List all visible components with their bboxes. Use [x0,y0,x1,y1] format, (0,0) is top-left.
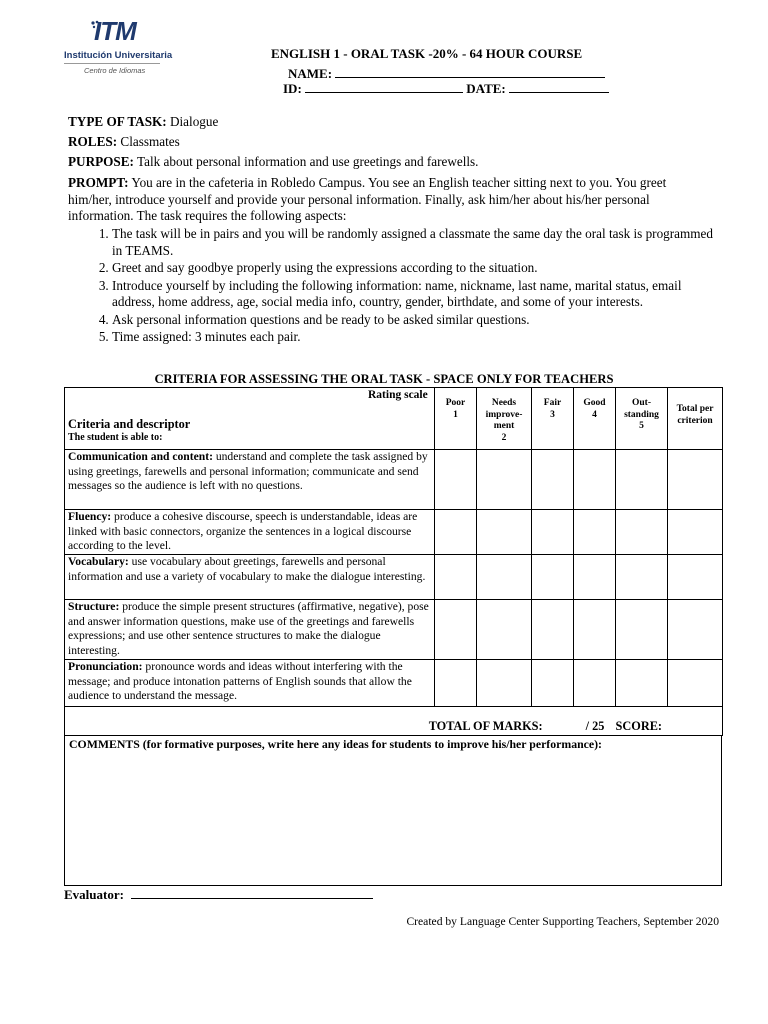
score-cell[interactable] [435,555,477,600]
list-item: 5. Time assigned: 3 minutes each pair. [112,329,722,346]
logo-mark: ITM [94,16,136,46]
criteria-header-cell [65,388,435,450]
list-item: 2. Greet and say goodbye properly using the expressions according to the situation. [112,260,722,277]
criterion-pronunciation: Pronunciation: pronounce words and ideas without interfering with the message; and produce intonation patterns of English sounds that allow the audience to understand the message. [65,660,435,707]
task-requirements-list [68,226,722,347]
score-cell[interactable] [668,660,723,707]
logo-rule [64,63,160,64]
score-cell[interactable] [435,600,477,660]
purpose-value: Talk about personal information and use greetings and farewells. [133,154,479,169]
score-cell[interactable] [477,555,532,600]
score-cell[interactable] [574,660,616,707]
comments-label: COMMENTS (for formative purposes, write here any ideas for students to improve his/her performance): [69,737,602,751]
date-field[interactable] [509,81,609,93]
total-label: TOTAL OF MARKS: [428,719,543,733]
date-label: DATE: [466,81,506,96]
purpose-label: PURPOSE: [68,154,134,169]
type-label: TYPE OF TASK: [68,114,167,129]
itm-logo [64,16,173,82]
table-row [65,450,723,510]
list-item: 1. The task will be in pairs and you will be randomly assigned a classmate the same day the oral task is programmed in TEAMS. [112,226,722,259]
prompt-line-2: him/her, introduce yourself and provide your personal information. Finally, ask him/her about his/her personal [68,191,650,207]
score-cell[interactable] [532,555,574,600]
score-cell[interactable] [668,555,723,600]
score-cell[interactable] [532,660,574,707]
col-outstanding: Out-standing 5 [616,388,668,450]
criteria-header: Criteria and descriptor [68,416,191,431]
comments-box[interactable] [64,736,722,886]
table-row [65,510,723,555]
rubric-title: CRITERIA FOR ASSESSING THE ORAL TASK - SPACE ONLY FOR TEACHERS [154,372,614,386]
purpose [68,154,478,171]
score-cell[interactable] [668,510,723,555]
score-cell[interactable] [668,600,723,660]
score-cell[interactable] [616,510,668,555]
criterion-fluency: Fluency: produce a cohesive discourse, speech is understandable, ideas are linked with basic connectors, organize the sentences in a logical discourse according to the level. [65,510,435,555]
logo-institution: Institución Universitaria [64,50,173,61]
score-cell[interactable] [477,510,532,555]
score-cell[interactable] [574,555,616,600]
rubric-header-row [65,388,723,450]
score-cell[interactable] [616,660,668,707]
evaluator-field[interactable] [131,887,373,899]
score-cell[interactable] [574,600,616,660]
score-cell[interactable] [616,600,668,660]
type-of-task [68,114,218,131]
id-date-row [283,81,609,97]
col-good: Good 4 [574,388,616,450]
col-needs-improvement: Needs improve-ment 2 [477,388,532,450]
score-cell[interactable] [616,555,668,600]
score-cell[interactable] [668,450,723,510]
evaluator-row [64,887,373,903]
score-cell[interactable] [616,450,668,510]
score-cell[interactable] [435,660,477,707]
roles [68,134,180,151]
criterion-structure: Structure: produce the simple present structures (affirmative, negative), pose and answer information questions, make use of the greetings and farewells expressions; and use other sentence structures to make the dialogue interesting. [65,600,435,660]
score-cell[interactable] [435,450,477,510]
roles-label: ROLES: [68,134,118,149]
col-poor: Poor 1 [435,388,477,450]
col-fair: Fair 3 [532,388,574,450]
col-total-per-criterion: Total per criterion [668,388,723,450]
table-row [65,555,723,600]
logo-center: Centro de Idiomas [84,66,146,75]
criterion-communication: Communication and content: understand and complete the task assigned by using greetings, farewells and personal information; communicate and send messages so the audience is left with no questions. [65,450,435,510]
evaluator-label: Evaluator: [64,887,124,902]
roles-value: Classmates [117,134,180,149]
score-cell[interactable] [574,510,616,555]
name-row [288,66,605,82]
score-cell[interactable] [532,450,574,510]
total-cell [65,707,723,736]
score-cell[interactable] [532,510,574,555]
score-cell[interactable] [477,450,532,510]
prompt-line-1: You are in the cafeteria in Robledo Campus. You see an English teacher sitting next to you. You greet [128,175,667,190]
prompt-line-3: information. The task requires the following aspects: [68,208,347,223]
prompt-label: PROMPT: [68,175,129,190]
total-out-of: / 25 [585,719,605,733]
table-row [65,660,723,707]
type-value: Dialogue [166,114,219,129]
id-label: ID: [283,81,302,96]
rating-scale-label: Rating scale [368,389,428,401]
score-cell[interactable] [477,660,532,707]
table-row [65,600,723,660]
score-label: SCORE: [615,719,662,733]
criterion-vocabulary: Vocabulary: use vocabulary about greetings, farewells and personal information and use a variety of vocabulary to make the dialogue interesting. [65,555,435,600]
prompt [68,175,666,225]
footer-credit: Created by Language Center Supporting Teachers, September 2020 [406,915,719,928]
rubric-table [64,387,723,736]
list-item: 3. Introduce yourself by including the following information: name, nickname, last name, marital status, email address, home address, age, social media info, country, gender, birthdate, and some of your interests. [112,278,722,311]
score-cell[interactable] [532,600,574,660]
name-field[interactable] [335,66,605,78]
score-cell[interactable] [477,600,532,660]
score-cell[interactable] [574,450,616,510]
id-field[interactable] [305,81,463,93]
criteria-sub: The student is able to: [68,432,163,443]
name-label: NAME: [288,66,333,81]
page-title: ENGLISH 1 - ORAL TASK -20% - 64 HOUR COURSE [271,46,583,61]
total-row [65,707,723,736]
list-item: 4. Ask personal information questions and be ready to be asked similar questions. [112,312,722,329]
score-cell[interactable] [435,510,477,555]
